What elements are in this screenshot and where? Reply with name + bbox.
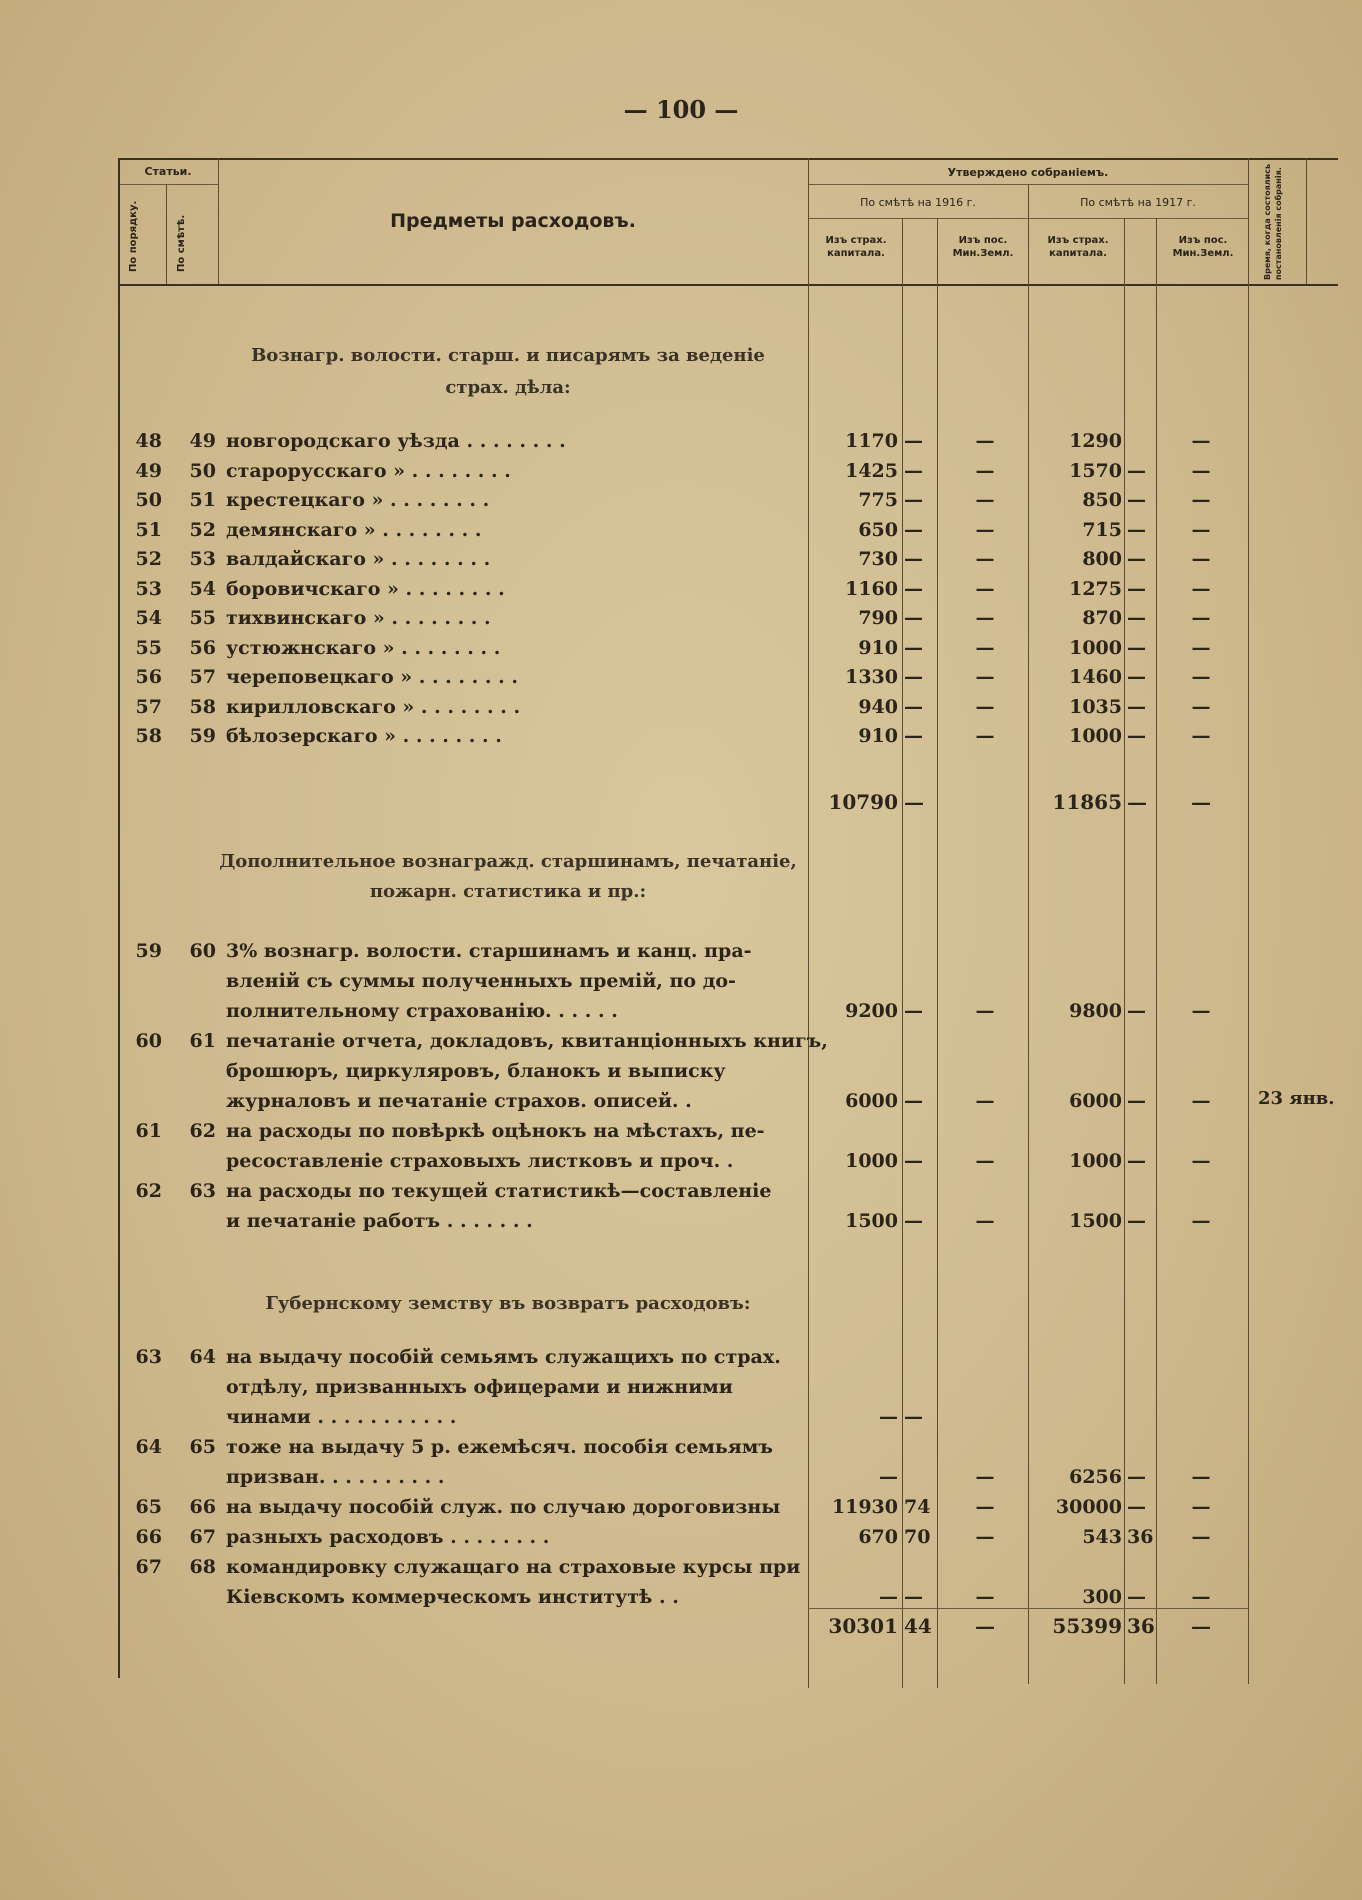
row-description: череповецкаго » . . . . . . . . — [226, 666, 518, 688]
value-1916: 1500 — [845, 1210, 898, 1232]
kop-1916: — — [904, 636, 923, 659]
min-1917: — — [1191, 577, 1211, 600]
value-1917: 870 — [1082, 607, 1122, 629]
section-1-line-2: страх. дѣла: — [445, 377, 571, 398]
col-divider-9 — [1248, 158, 1249, 1684]
min-1917: — — [1191, 666, 1211, 688]
value-1917: 543 — [1082, 1526, 1122, 1548]
left-border — [118, 158, 120, 1678]
row-number: 50 — [135, 489, 162, 511]
row-article: 68 — [189, 1556, 216, 1578]
row-article: 66 — [189, 1496, 216, 1518]
row-description-line: на расходы по повѣркѣ оцѣнокъ на мѣстахъ, пе- — [226, 1120, 765, 1142]
min-1916: — — [975, 1466, 995, 1488]
kop-1917: — — [1127, 518, 1146, 541]
table-top-rule — [118, 158, 1338, 160]
header-items-title: Предметы расходовъ. — [390, 210, 636, 232]
row-description: боровичскаго » . . . . . . . . — [226, 577, 505, 600]
total-1916: 30301 — [828, 1614, 898, 1638]
row-article: 49 — [189, 430, 216, 452]
value-1917: 1000 — [1069, 1150, 1122, 1172]
value-1916: 9200 — [845, 1000, 898, 1022]
kop-1917: — — [1127, 1496, 1146, 1518]
row-description: бѣлозерскаго » . . . . . . . . — [226, 725, 502, 747]
row-description-line: на выдачу пособій семьямъ служащихъ по страх. — [226, 1346, 781, 1368]
kop-1916: — — [904, 548, 923, 570]
row-number: 60 — [135, 1030, 162, 1052]
row-description-line: на выдачу пособій служ. по случаю дороговизны — [226, 1496, 781, 1518]
kop-1917: — — [1127, 1210, 1146, 1232]
row-description-line: командировку служащаго на страховые курсы при — [226, 1556, 801, 1578]
min-1917: — — [1191, 518, 1211, 541]
min-1917: — — [1191, 1000, 1211, 1022]
header-col-a1: Изъ страх. капитала. — [825, 235, 887, 259]
min-1917: — — [1191, 1496, 1211, 1518]
value-1916: 1160 — [845, 577, 898, 600]
value-1917: 1570 — [1069, 459, 1122, 482]
row-number: 64 — [135, 1436, 162, 1458]
min-1916: — — [975, 695, 995, 718]
section-2-line-2: пожарн. статистика и пр.: — [369, 881, 647, 902]
kop-1916: — — [904, 666, 923, 688]
min-1917: — — [1191, 1526, 1211, 1548]
row-article: 51 — [189, 489, 216, 511]
value-1916: 730 — [858, 548, 898, 570]
row-article: 67 — [189, 1526, 216, 1548]
value-1916: 775 — [858, 489, 898, 511]
row-number: 57 — [135, 695, 162, 718]
row-description-line: 3% вознагр. волости. старшинамъ и канц. пра- — [226, 940, 752, 962]
date-note: 23 янв. — [1258, 1088, 1335, 1109]
kop-1916: — — [904, 1406, 923, 1428]
kop-1916: 74 — [904, 1496, 931, 1518]
total-1916-kop: 44 — [904, 1614, 932, 1638]
min-1917: — — [1191, 636, 1211, 659]
kop-1916: — — [904, 459, 923, 482]
min-1916: — — [975, 577, 995, 600]
row-description: новгородскаго уѣзда . . . . . . . . — [226, 430, 566, 452]
value-1917: 1000 — [1069, 636, 1122, 659]
value-1917: 850 — [1082, 489, 1122, 511]
row-description-line: разныхъ расходовъ . . . . . . . . — [226, 1526, 550, 1548]
col-divider-5 — [937, 218, 938, 1688]
section-3-line-1: Губернскому земству въ возвратъ расходовъ: — [265, 1293, 751, 1314]
row-article: 64 — [189, 1346, 216, 1368]
min-1917: — — [1191, 1466, 1211, 1488]
value-1916: — — [879, 1406, 898, 1428]
min-1916: — — [975, 725, 995, 747]
value-1916: 11930 — [831, 1496, 898, 1518]
row-number: 55 — [135, 636, 162, 659]
row-description-line: брошюръ, циркуляровъ, бланокъ и выписку — [226, 1060, 726, 1082]
row-description-line: на расходы по текущей статистикѣ—составленіе — [226, 1180, 772, 1202]
col-divider-3 — [808, 158, 809, 1688]
kop-1917: — — [1127, 1586, 1146, 1608]
min-1916: — — [975, 430, 995, 452]
subtotal-1917-min: — — [1191, 790, 1211, 814]
row-number: 59 — [135, 940, 162, 962]
value-1917: 300 — [1082, 1586, 1122, 1608]
value-1916: 670 — [858, 1526, 898, 1548]
value-1917: 1290 — [1069, 430, 1122, 452]
kop-1917: — — [1127, 489, 1146, 511]
value-1916: 1425 — [845, 459, 898, 482]
kop-1916: — — [904, 489, 923, 511]
row-description-line: отдѣлу, призванныхъ офицерами и нижними — [226, 1376, 733, 1398]
total-1917: 55399 — [1052, 1614, 1122, 1638]
header-col-b2: Изъ пос. Мин.Земл. — [1172, 235, 1234, 259]
row-number: 62 — [135, 1180, 162, 1202]
row-description-line: вленій съ суммы полученныхъ премій, по до- — [226, 970, 736, 992]
section-2-line-1: Дополнительное вознагражд. старшинамъ, печатаніе, — [219, 851, 797, 872]
row-article: 63 — [189, 1180, 216, 1202]
value-1916: — — [879, 1586, 898, 1608]
kop-1917: — — [1127, 725, 1146, 747]
row-article: 57 — [189, 666, 216, 688]
kop-1917: — — [1127, 636, 1146, 659]
value-1916: 1170 — [845, 430, 898, 452]
min-1916: — — [975, 1090, 995, 1112]
kop-1916: — — [904, 695, 923, 718]
kop-1916: — — [904, 1586, 923, 1608]
total-1917-kop: 36 — [1127, 1614, 1155, 1638]
row-description-line: печатаніе отчета, докладовъ, квитанціонныхъ книгъ, — [226, 1030, 828, 1052]
kop-1917: — — [1127, 577, 1146, 600]
subtotal-1917: 11865 — [1052, 790, 1122, 814]
row-description: кирилловскаго » . . . . . . . . — [226, 695, 521, 718]
row-number: 54 — [135, 607, 162, 629]
min-1916: — — [975, 1586, 995, 1608]
header-po-smete: По смѣтѣ. — [176, 214, 187, 272]
min-1917: — — [1191, 1586, 1211, 1608]
min-1917: — — [1191, 489, 1211, 511]
kop-1917: — — [1127, 695, 1146, 718]
row-number: 58 — [135, 725, 162, 747]
subtotal-1916: 10790 — [828, 790, 898, 814]
row-article: 58 — [189, 695, 216, 718]
kop-1917: — — [1127, 1000, 1146, 1022]
kop-1916: — — [904, 577, 923, 600]
min-1917: — — [1191, 725, 1211, 747]
row-description-line: Кіевскомъ коммерческомъ институтѣ . . — [226, 1586, 679, 1608]
min-1916: — — [975, 607, 995, 629]
value-1917: 9800 — [1069, 1000, 1122, 1022]
page-number: — 100 — — [623, 95, 739, 124]
subtotal-1916-kop: — — [904, 790, 924, 814]
kop-1917: — — [1127, 548, 1146, 570]
kop-1916: — — [904, 1090, 923, 1112]
total-rule — [808, 1608, 1248, 1609]
min-1917: — — [1191, 459, 1211, 482]
kop-1917: — — [1127, 1090, 1146, 1112]
value-1917: 6000 — [1069, 1090, 1122, 1112]
min-1916: — — [975, 518, 995, 541]
row-number: 56 — [135, 666, 162, 688]
min-1916: — — [975, 1496, 995, 1518]
header-1917: По смѣтѣ на 1917 г. — [1080, 196, 1196, 209]
kop-1917: — — [1127, 1150, 1146, 1172]
kop-1917: — — [1127, 1466, 1146, 1488]
kop-1916: 70 — [904, 1526, 931, 1548]
kop-1916: — — [904, 518, 923, 541]
row-description-line: журналовъ и печатаніе страхов. описей. . — [226, 1090, 692, 1112]
value-1916: 940 — [858, 695, 898, 718]
value-1917: 715 — [1082, 518, 1122, 541]
row-article: 56 — [189, 636, 216, 659]
min-1916: — — [975, 1150, 995, 1172]
value-1916: 6000 — [845, 1090, 898, 1112]
header-1916: По смѣтѣ на 1916 г. — [860, 196, 976, 209]
header-bottom-rule — [118, 284, 1338, 286]
row-number: 65 — [135, 1496, 162, 1518]
row-description: валдайскаго » . . . . . . . . — [226, 548, 491, 570]
min-1917: — — [1191, 695, 1211, 718]
kop-1916: — — [904, 725, 923, 747]
min-1917: — — [1191, 430, 1211, 452]
value-1916: 910 — [858, 725, 898, 747]
value-1917: 1275 — [1069, 577, 1122, 600]
col-divider-4 — [902, 218, 903, 1688]
total-1916-min: — — [975, 1614, 995, 1638]
value-1916: 650 — [858, 518, 898, 541]
kop-1917: — — [1127, 666, 1146, 688]
kop-1917: — — [1127, 607, 1146, 629]
min-1916: — — [975, 1000, 995, 1022]
col-divider-1 — [166, 184, 167, 284]
value-1917: 6256 — [1069, 1466, 1122, 1488]
min-1917: — — [1191, 1090, 1211, 1112]
row-number: 63 — [135, 1346, 162, 1368]
header-col-b1: Изъ пос. Мин.Земл. — [952, 235, 1014, 259]
min-1916: — — [975, 489, 995, 511]
kop-1916: — — [904, 1210, 923, 1232]
header-approved: Утверждено собраніемъ. — [947, 166, 1109, 179]
min-1916: — — [975, 1210, 995, 1232]
header-po-poryadku: По порядку. — [128, 200, 139, 272]
min-1916: — — [975, 1526, 995, 1548]
col-divider-10 — [1306, 158, 1307, 284]
col-divider-7 — [1124, 218, 1125, 1684]
row-article: 59 — [189, 725, 216, 747]
total-1917-min: — — [1191, 1614, 1211, 1638]
row-article: 60 — [189, 940, 216, 962]
min-1916: — — [975, 459, 995, 482]
row-number: 61 — [135, 1120, 162, 1142]
row-description: устюжнскаго » . . . . . . . . — [226, 636, 501, 659]
min-1916: — — [975, 666, 995, 688]
row-article: 65 — [189, 1436, 216, 1458]
min-1916: — — [975, 636, 995, 659]
value-1916: 1330 — [845, 666, 898, 688]
row-number: 49 — [135, 459, 162, 482]
row-number: 51 — [135, 518, 162, 541]
stati-rule — [118, 184, 218, 185]
min-1917: — — [1191, 1150, 1211, 1172]
value-1917: 1500 — [1069, 1210, 1122, 1232]
header-time: Время, когда состоялись постановленія собранія. — [1263, 163, 1283, 280]
value-1917: 1460 — [1069, 666, 1122, 688]
row-description-line: ресоставленіе страховыхъ листковъ и проч. . — [226, 1150, 734, 1172]
row-description: демянскаго » . . . . . . . . — [226, 518, 482, 541]
col-divider-6 — [1028, 184, 1029, 1684]
row-number: 48 — [135, 430, 162, 452]
kop-1916: — — [904, 1150, 923, 1172]
min-1917: — — [1191, 607, 1211, 629]
row-description-line: полнительному страхованію. . . . . . — [226, 1000, 618, 1022]
row-description-line: призван. . . . . . . . . . — [226, 1466, 445, 1488]
col-divider-8 — [1156, 218, 1157, 1684]
row-article: 52 — [189, 518, 216, 541]
value-1916: — — [879, 1466, 898, 1488]
row-description-line: чинами . . . . . . . . . . . — [226, 1406, 457, 1428]
value-1917: 800 — [1082, 548, 1122, 570]
value-1916: 790 — [858, 607, 898, 629]
subtotal-1917-kop: — — [1127, 790, 1147, 814]
row-description: тихвинскаго » . . . . . . . . — [226, 607, 491, 629]
row-number: 67 — [135, 1556, 162, 1578]
section-1-line-1: Вознагр. волости. старш. и писарямъ за веденіе — [251, 345, 765, 366]
row-article: 61 — [189, 1030, 216, 1052]
row-number: 66 — [135, 1526, 162, 1548]
kop-1916: — — [904, 1000, 923, 1022]
row-article: 50 — [189, 459, 216, 482]
kop-1917: — — [1127, 459, 1146, 482]
value-1917: 30000 — [1055, 1496, 1122, 1518]
value-1916: 910 — [858, 636, 898, 659]
min-1917: — — [1191, 1210, 1211, 1232]
min-1916: — — [975, 548, 995, 570]
row-article: 62 — [189, 1120, 216, 1142]
min-1917: — — [1191, 548, 1211, 570]
row-number: 53 — [135, 577, 162, 600]
row-article: 54 — [189, 577, 216, 600]
row-description: крестецкаго » . . . . . . . . — [226, 489, 490, 511]
kop-1917: 36 — [1127, 1526, 1154, 1548]
value-1917: 1000 — [1069, 725, 1122, 747]
header-stati: Статьи. — [144, 165, 192, 178]
row-description: старорусскаго » . . . . . . . . — [226, 459, 511, 482]
row-article: 55 — [189, 607, 216, 629]
value-1916: 1000 — [845, 1150, 898, 1172]
kop-1916: — — [904, 430, 923, 452]
header-col-a2: Изъ страх. капитала. — [1047, 235, 1109, 259]
kop-1916: — — [904, 607, 923, 629]
value-1917: 1035 — [1069, 695, 1122, 718]
row-number: 52 — [135, 548, 162, 570]
row-description-line: тоже на выдачу 5 р. ежемѣсяч. пособія семьямъ — [226, 1436, 773, 1458]
row-description-line: и печатаніе работъ . . . . . . . — [226, 1210, 533, 1232]
row-article: 53 — [189, 548, 216, 570]
